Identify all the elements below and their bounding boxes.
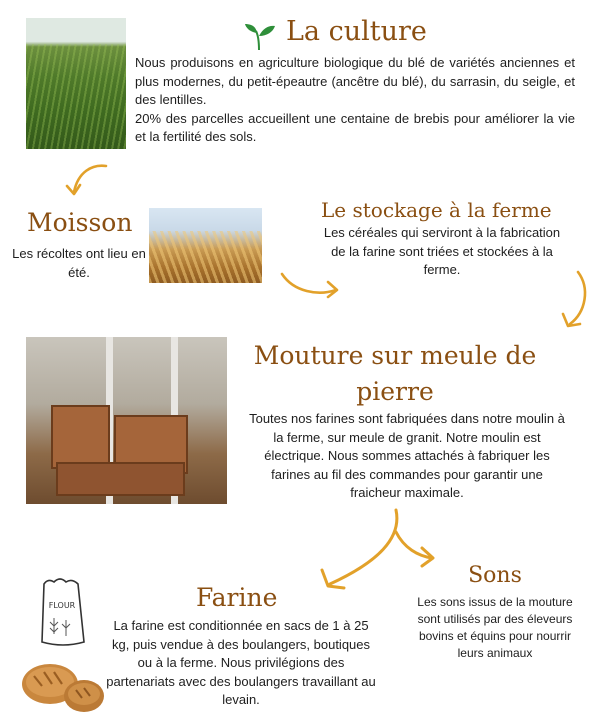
stockage-title: Le stockage à la ferme xyxy=(321,198,552,222)
arrow-icon xyxy=(556,268,596,332)
culture-paragraph-2: 20% des parcelles accueillent une centaine de brebis pour améliorer la vie et la fertilité des sols. xyxy=(135,110,575,144)
mouture-text: Toutes nos farines sont fabriquées dans notre moulin à la ferme, sur meule de granit. Notre moulin est électrique. Nous sommes attachés à fabriquer les farines au fil des commandes pour garantir une fraicheur maximale. xyxy=(249,411,565,500)
culture-text xyxy=(135,54,575,147)
sons-text: Les sons issus de la mouture sont utilisés par des éleveurs bovins et équins pour nourrir leurs animaux xyxy=(417,595,573,660)
mouture-title-line-1: Mouture sur meule de xyxy=(253,341,537,370)
culture-paragraph-1: Nous produisons en agriculture biologique du blé de variétés anciennes et plus modernes, du petit-épeautre (ancêtre du blé), du sarrasin, du seigle, et des lentilles. xyxy=(135,55,575,107)
culture-title: La culture xyxy=(286,16,427,47)
wheat-ears-photo xyxy=(149,208,262,283)
sons-title: Sons xyxy=(468,563,522,588)
mouture-title xyxy=(240,338,550,410)
bread-loaves-icon xyxy=(18,658,108,716)
mill-hopper xyxy=(51,405,110,469)
stone-mill-photo xyxy=(26,337,227,504)
farine-title: Farine xyxy=(196,583,278,612)
mill-base xyxy=(56,462,185,496)
mouture-title-line-2: pierre xyxy=(356,377,434,406)
moisson-title: Moisson xyxy=(27,208,133,237)
flour-bag-icon xyxy=(34,576,92,650)
arrow-icon xyxy=(62,160,112,200)
moisson-text: Les récoltes ont lieu en été. xyxy=(12,246,146,280)
stockage-text: Les céréales qui serviront à la fabrication de la farine sont triées et stockées à la ferme. xyxy=(323,225,561,277)
wheat-field-photo xyxy=(26,18,126,149)
sprout-icon xyxy=(244,23,276,51)
fork-arrow-icon xyxy=(318,508,442,594)
farine-text: La farine est conditionnée en sacs de 1 à 25 kg, puis vendue à des boulangers, boutiques ou à la ferme. Nous privilégions des partenariats avec des boulangers travaillant au levain. xyxy=(106,618,376,707)
flour-bag-label: FLOUR xyxy=(48,601,76,610)
